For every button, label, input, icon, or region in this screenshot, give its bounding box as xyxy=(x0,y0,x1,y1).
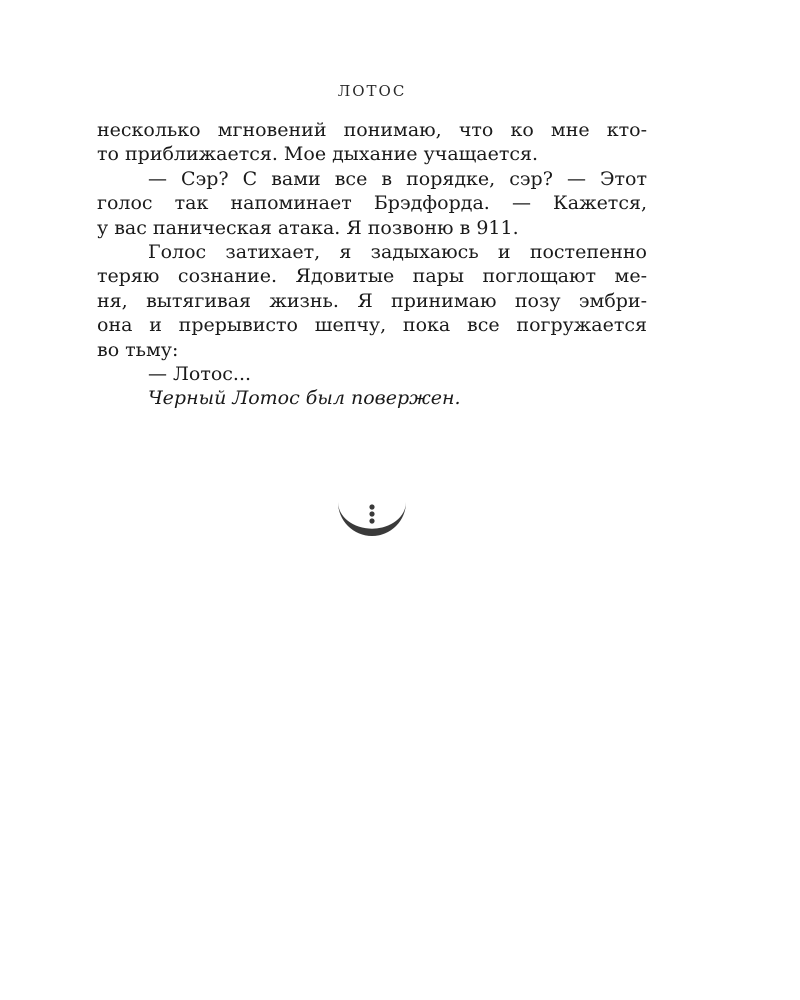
ornament-dot xyxy=(369,518,374,523)
text-line: у вас паническая атака. Я позвоню в 911. xyxy=(97,216,519,239)
text-line: — Сэр? С вами все в порядке, сэр? — Этот xyxy=(148,167,647,190)
crescent-moon-with-dots-icon xyxy=(334,498,410,552)
text-line: несколько мгновений понимаю, что ко мне кто- xyxy=(97,119,647,141)
page-body-text xyxy=(97,118,647,411)
text-line: она и прерывисто шепчу, пока все погружается xyxy=(97,314,647,337)
ornament-dot xyxy=(369,504,374,509)
text-line: во тьму: xyxy=(97,338,179,361)
text-line: Голос затихает, я задыхаюсь и постепенно xyxy=(148,240,647,263)
text-line: теряю сознание. Ядовитые пары поглощают ме- xyxy=(97,265,647,288)
dialogue-line: — Лотос... xyxy=(148,362,252,385)
text-line: голос так напоминает Брэдфорда. — Кажется, xyxy=(97,192,647,215)
text-line: ня, вытягивая жизнь. Я принимаю позу эмбри- xyxy=(97,289,647,312)
ornament-dot xyxy=(369,511,374,516)
closing-italic-line: Черный Лотос был повержен. xyxy=(148,387,461,410)
running-title: ЛОТОС xyxy=(337,82,407,100)
text-line: то приближается. Мое дыхание учащается. xyxy=(97,143,539,166)
